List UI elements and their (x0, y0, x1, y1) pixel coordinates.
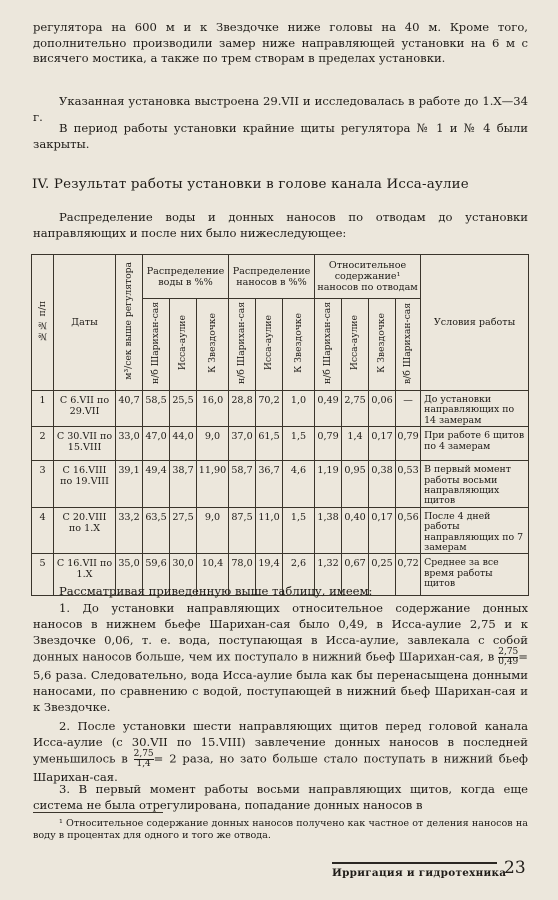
cell-r3: 0,17 (369, 507, 396, 554)
cell-r1: 1,38 (315, 507, 342, 554)
cell-r4: 0,53 (396, 461, 421, 508)
cell-w3: 16,0 (197, 391, 229, 427)
cell-s2: 36,7 (256, 461, 283, 508)
cell-n: 5 (32, 554, 54, 596)
cell-s2: 70,2 (256, 391, 283, 427)
cell-s1: 87,5 (229, 507, 256, 554)
running-head: Ирригация и гидротехника (332, 867, 507, 879)
table-row (32, 427, 529, 461)
analysis-item-1: 1. До установки направляющих относительное содержание донных наносов в нижнем бьефе Шарихан-сая было 0,49, в Исса-аулие 2,75 и к Звездочке 0,06, т. е. вода, поступающая в Исса-аулие, завлекала с собой донных наносов больше, чем их поступало в нижний бьеф Шарихан-сая, в $\frac{2,75}{0,49}$ = 5,6 раза. Следовательно, вода Исса-аулие была как бы перенасыщена донными наносами, по сравнению с водой, поступающей в нижний бьеф Шарихан-сая и к Звездочке. (33, 601, 528, 714)
cell-flow: 33,2 (116, 507, 143, 554)
running-head-rule (332, 862, 497, 864)
header-sed-sharikhan: н/б Шарихан-сая (229, 299, 256, 391)
cell-w3: 9,0 (197, 427, 229, 461)
cell-s3: 4,6 (283, 461, 315, 508)
analysis-item-3: 3. В первый момент работы восьми направляющих щитов, когда еще система не была отрегулирована, попадание донных наносов в (33, 782, 528, 812)
paragraph-table-intro: Распределение воды и донных наносов по отводам до установки направляющих и после них было нижеследующее: (33, 210, 528, 240)
cell-r4: — (396, 391, 421, 427)
cell-condition: При работе 6 щитов по 4 замерам (421, 427, 529, 461)
cell-r2: 0,40 (342, 507, 369, 554)
header-rel-upper-sharikhan: в/б Шарихан-сая (396, 299, 421, 391)
cell-r4: 0,72 (396, 554, 421, 596)
cell-date: С 16.VIII по 19.VIII (54, 461, 116, 508)
cell-r3: 0,17 (369, 427, 396, 461)
cell-date: С 16.VII по 1.X (54, 554, 116, 596)
header-sed-issa: Исса-аулие (256, 299, 283, 391)
analysis-intro: Рассматривая приведенную выше таблицу, имеем: (59, 584, 373, 598)
cell-date: С 30.VII по 15.VIII (54, 427, 116, 461)
cell-w1: 47,0 (143, 427, 170, 461)
cell-s1: 28,8 (229, 391, 256, 427)
header-water-distribution: Распределение воды в %% (143, 255, 229, 299)
cell-date: С 20.VIII по 1.X (54, 507, 116, 554)
footnote: ¹ Относительное содержание донных наносов получено как частное от деления наносов на воду в процентах для одного и того же отвода. (33, 818, 528, 841)
header-relative-content: Относительное содержание¹ наносов по отводам (315, 255, 421, 299)
cell-s3: 2,6 (283, 554, 315, 596)
cell-flow: 39,1 (116, 461, 143, 508)
cell-r3: 0,38 (369, 461, 396, 508)
cell-w1: 63,5 (143, 507, 170, 554)
cell-r1: 0,49 (315, 391, 342, 427)
cell-r3: 0,25 (369, 554, 396, 596)
cell-w1: 49,4 (143, 461, 170, 508)
cell-w3: 9,0 (197, 507, 229, 554)
cell-r1: 1,32 (315, 554, 342, 596)
cell-condition: В первый момент работы восьми направляющих щитов (421, 461, 529, 508)
header-conditions: Условия работы (421, 255, 529, 391)
distribution-table (31, 254, 529, 596)
cell-condition: Среднее за все время работы щитов (421, 554, 529, 596)
header-row-number: №№ п/п (32, 255, 54, 391)
cell-w2: 27,5 (170, 507, 197, 554)
cell-n: 1 (32, 391, 54, 427)
cell-s2: 19,4 (256, 554, 283, 596)
footnote-divider (33, 812, 163, 813)
cell-w1: 59,6 (143, 554, 170, 596)
cell-n: 2 (32, 427, 54, 461)
cell-r2: 2,75 (342, 391, 369, 427)
header-rel-sharikhan: н/б Шарихан-сая (315, 299, 342, 391)
page-number: 23 (504, 858, 526, 878)
cell-r3: 0,06 (369, 391, 396, 427)
paragraph-continuation: регулятора на 600 м и к Звездочке ниже головы на 40 м. Кроме того, дополнительно производили замер ниже направляющей установки на 6 м с висячего мостика, а также по трем створам в пределах установки. (33, 20, 528, 65)
cell-w1: 58,5 (143, 391, 170, 427)
cell-r4: 0,56 (396, 507, 421, 554)
cell-n: 3 (32, 461, 54, 508)
paragraph-installation-dates: Указанная установка выстроена 29.VII и исследовалась в работе до 1.X—34 г. (33, 94, 528, 124)
cell-flow: 40,7 (116, 391, 143, 427)
table-row (32, 507, 529, 554)
cell-s1: 78,0 (229, 554, 256, 596)
header-dates: Даты (54, 255, 116, 391)
cell-w3: 11,90 (197, 461, 229, 508)
table-row (32, 461, 529, 508)
cell-s2: 11,0 (256, 507, 283, 554)
cell-s1: 58,7 (229, 461, 256, 508)
header-water-zvezdochka: К Звездочке (197, 299, 229, 391)
paragraph-closed-gates: В период работы установки крайние щиты регулятора № 1 и № 4 были закрыты. (33, 121, 528, 151)
header-sediment-distribution: Распределение наносов в %% (229, 255, 315, 299)
header-rel-issa: Исса-аулие (342, 299, 369, 391)
cell-s3: 1,5 (283, 427, 315, 461)
analysis-item-2: 2. После установки шести направляющих щитов перед головой канала Исса-аулие (с 30.VII по 15.VIII) завлечение донных наносов в последней уменьшилось в $\frac{2,75}{1,4}$ = 2 раза, но зато больше стало поступать в нижний бьеф Шарихан-сая. (33, 719, 529, 784)
cell-w3: 10,4 (197, 554, 229, 596)
cell-w2: 25,5 (170, 391, 197, 427)
cell-n: 4 (32, 507, 54, 554)
cell-w2: 38,7 (170, 461, 197, 508)
cell-r2: 0,95 (342, 461, 369, 508)
cell-w2: 30,0 (170, 554, 197, 596)
table-row (32, 391, 529, 427)
cell-s2: 61,5 (256, 427, 283, 461)
cell-r4: 0,79 (396, 427, 421, 461)
header-sed-zvezdochka: К Звездочке (283, 299, 315, 391)
header-water-sharikhan: н/б Шарихан-сая (143, 299, 170, 391)
fraction-ratio-2: $\frac{2,75}{1,4}$ (133, 749, 154, 769)
header-water-issa: Исса-аулие (170, 299, 197, 391)
cell-flow: 35,0 (116, 554, 143, 596)
cell-s3: 1,5 (283, 507, 315, 554)
cell-date: С 6.VII по 29.VII (54, 391, 116, 427)
cell-condition: До установки направляющих по 14 замерам (421, 391, 529, 427)
section-heading: IV. Результат работы установки в голове канала Исса-аулие (32, 177, 469, 192)
fraction-ratio-1: $\frac{2,75}{0,49}$ (498, 647, 519, 667)
cell-s3: 1,0 (283, 391, 315, 427)
cell-s1: 37,0 (229, 427, 256, 461)
cell-condition: После 4 дней работы направляющих по 7 замерам (421, 507, 529, 554)
cell-r2: 1,4 (342, 427, 369, 461)
cell-w2: 44,0 (170, 427, 197, 461)
header-flow: м³/сек выше регулятора (116, 255, 143, 391)
cell-r2: 0,67 (342, 554, 369, 596)
cell-r1: 1,19 (315, 461, 342, 508)
cell-r1: 0,79 (315, 427, 342, 461)
header-rel-zvezdochka: К Звездочке (369, 299, 396, 391)
cell-flow: 33,0 (116, 427, 143, 461)
